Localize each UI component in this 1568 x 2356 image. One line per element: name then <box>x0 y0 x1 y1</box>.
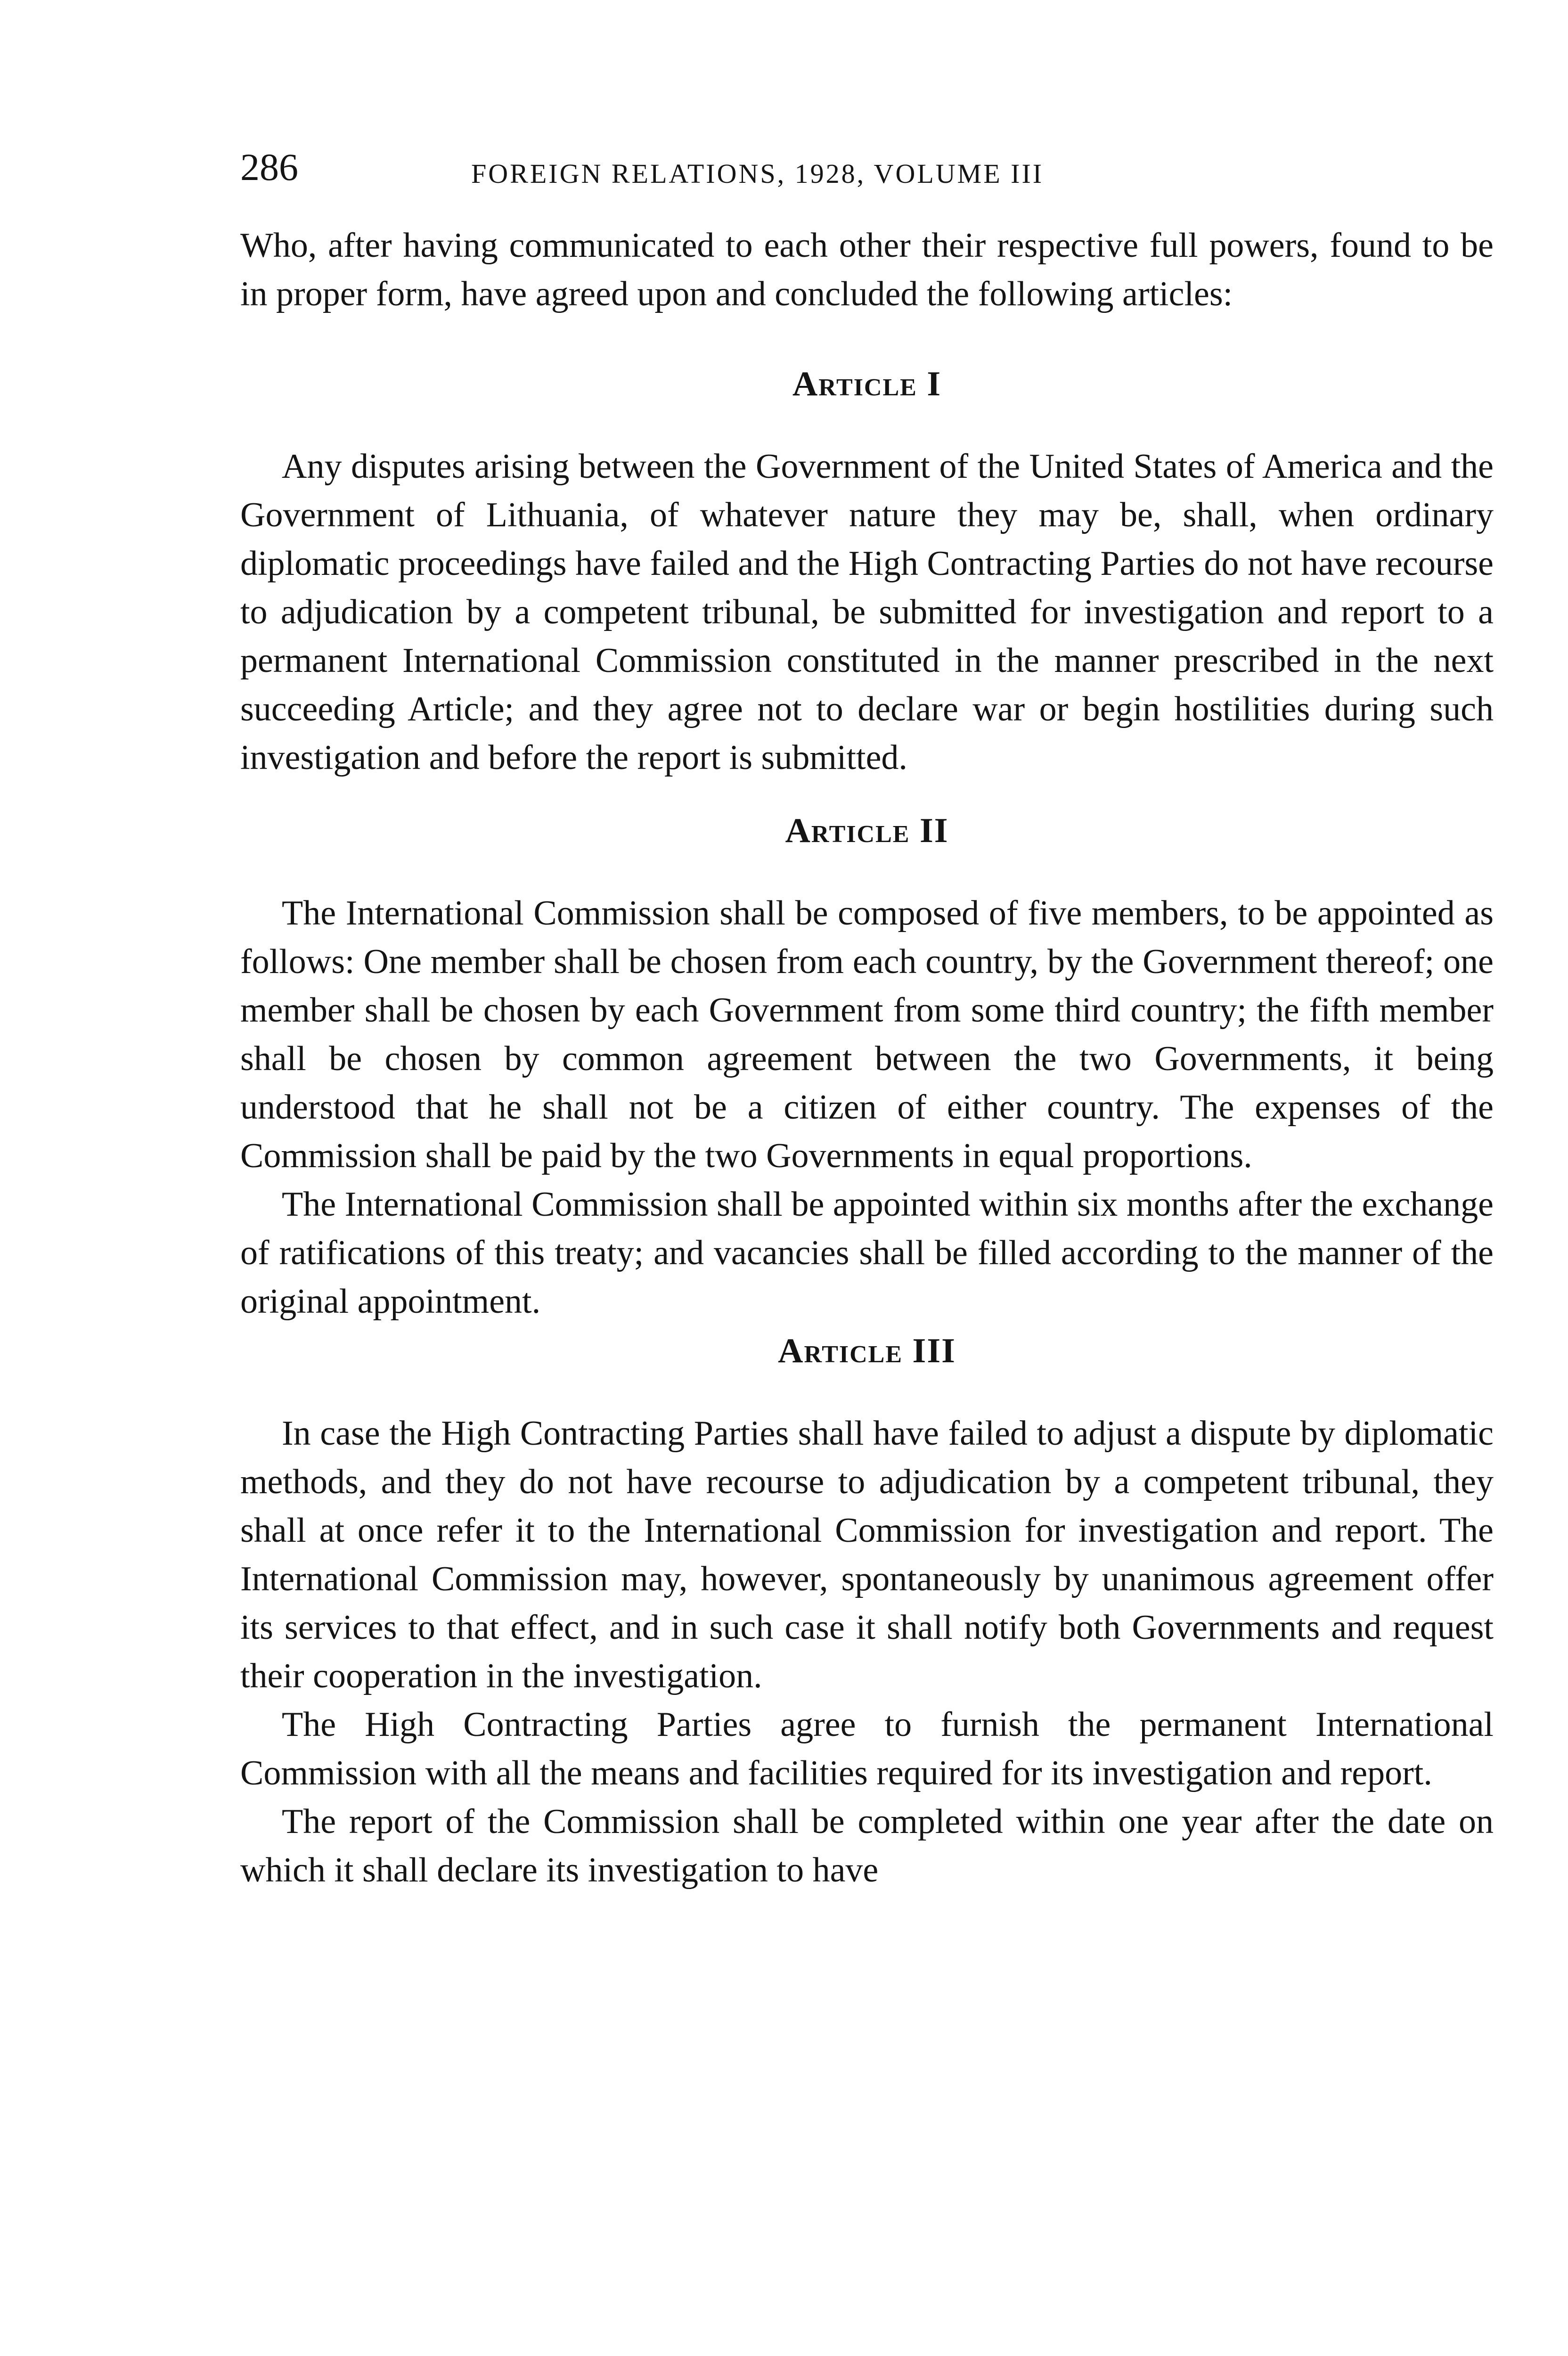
running-header <box>240 141 1494 193</box>
article-2-paragraph-2: The International Commission shall be appointed within six months after the exchange of ratifications of this treaty; and vacancies shall be filled according to the manner of the original appointment. <box>240 1185 1494 1321</box>
document-page <box>240 141 1494 1895</box>
article-1-heading: Article I <box>792 365 942 403</box>
running-title: FOREIGN RELATIONS, 1928, VOLUME III <box>471 158 1044 189</box>
article-3-paragraph-3: The report of the Commission shall be completed within one year after the date on which it shall declare its investigation to have <box>240 1802 1494 1890</box>
page-number: 286 <box>240 146 298 188</box>
article-1-paragraph-1: Any disputes arising between the Government of the United States of America and the Government of Lithuania, of whatever nature they may be, shall, when ordinary diplomatic proceedings have failed and the High Contracting Parties do not have recourse to adjudication by a competent tribunal, be submitted for investigation and report to a permanent International Commission constituted in the manner prescribed in the next succeeding Article; and they agree not to declare war or begin hostilities during such investigation and before the report is submitted. <box>240 447 1494 777</box>
article-3-heading: Article III <box>778 1332 956 1370</box>
article-3-paragraph-2: The High Contracting Parties agree to furnish the permanent International Commission with all the means and facilities required for its investigation and report. <box>240 1705 1494 1792</box>
article-2-paragraph-1: The International Commission shall be composed of five members, to be appointed as follows: One member shall be chosen from each country, by the Government thereof; one member shall be chosen by each Government from some third country; the fifth member shall be chosen by common agreement between the two Governments, it being understood that he shall not be a citizen of either country. The expenses of the Commission shall be paid by the two Governments in equal proportions. <box>240 894 1494 1175</box>
article-3-paragraph-1: In case the High Contracting Parties shall have failed to adjust a dispute by diplomatic methods, and they do not have recourse to adjudication by a competent tribunal, they shall at once refer it to the International Commission for investigation and report. The International Commission may, however, spontaneously by unanimous agreement offer its services to that effect, and in such case it shall notify both Governments and request their cooperation in the investigation. <box>240 1414 1494 1695</box>
article-2-heading: Article II <box>785 811 949 850</box>
intro-paragraph: Who, after having communicated to each other their respective full powers, found to be in proper form, have agreed upon and concluded the following articles: <box>240 226 1494 313</box>
